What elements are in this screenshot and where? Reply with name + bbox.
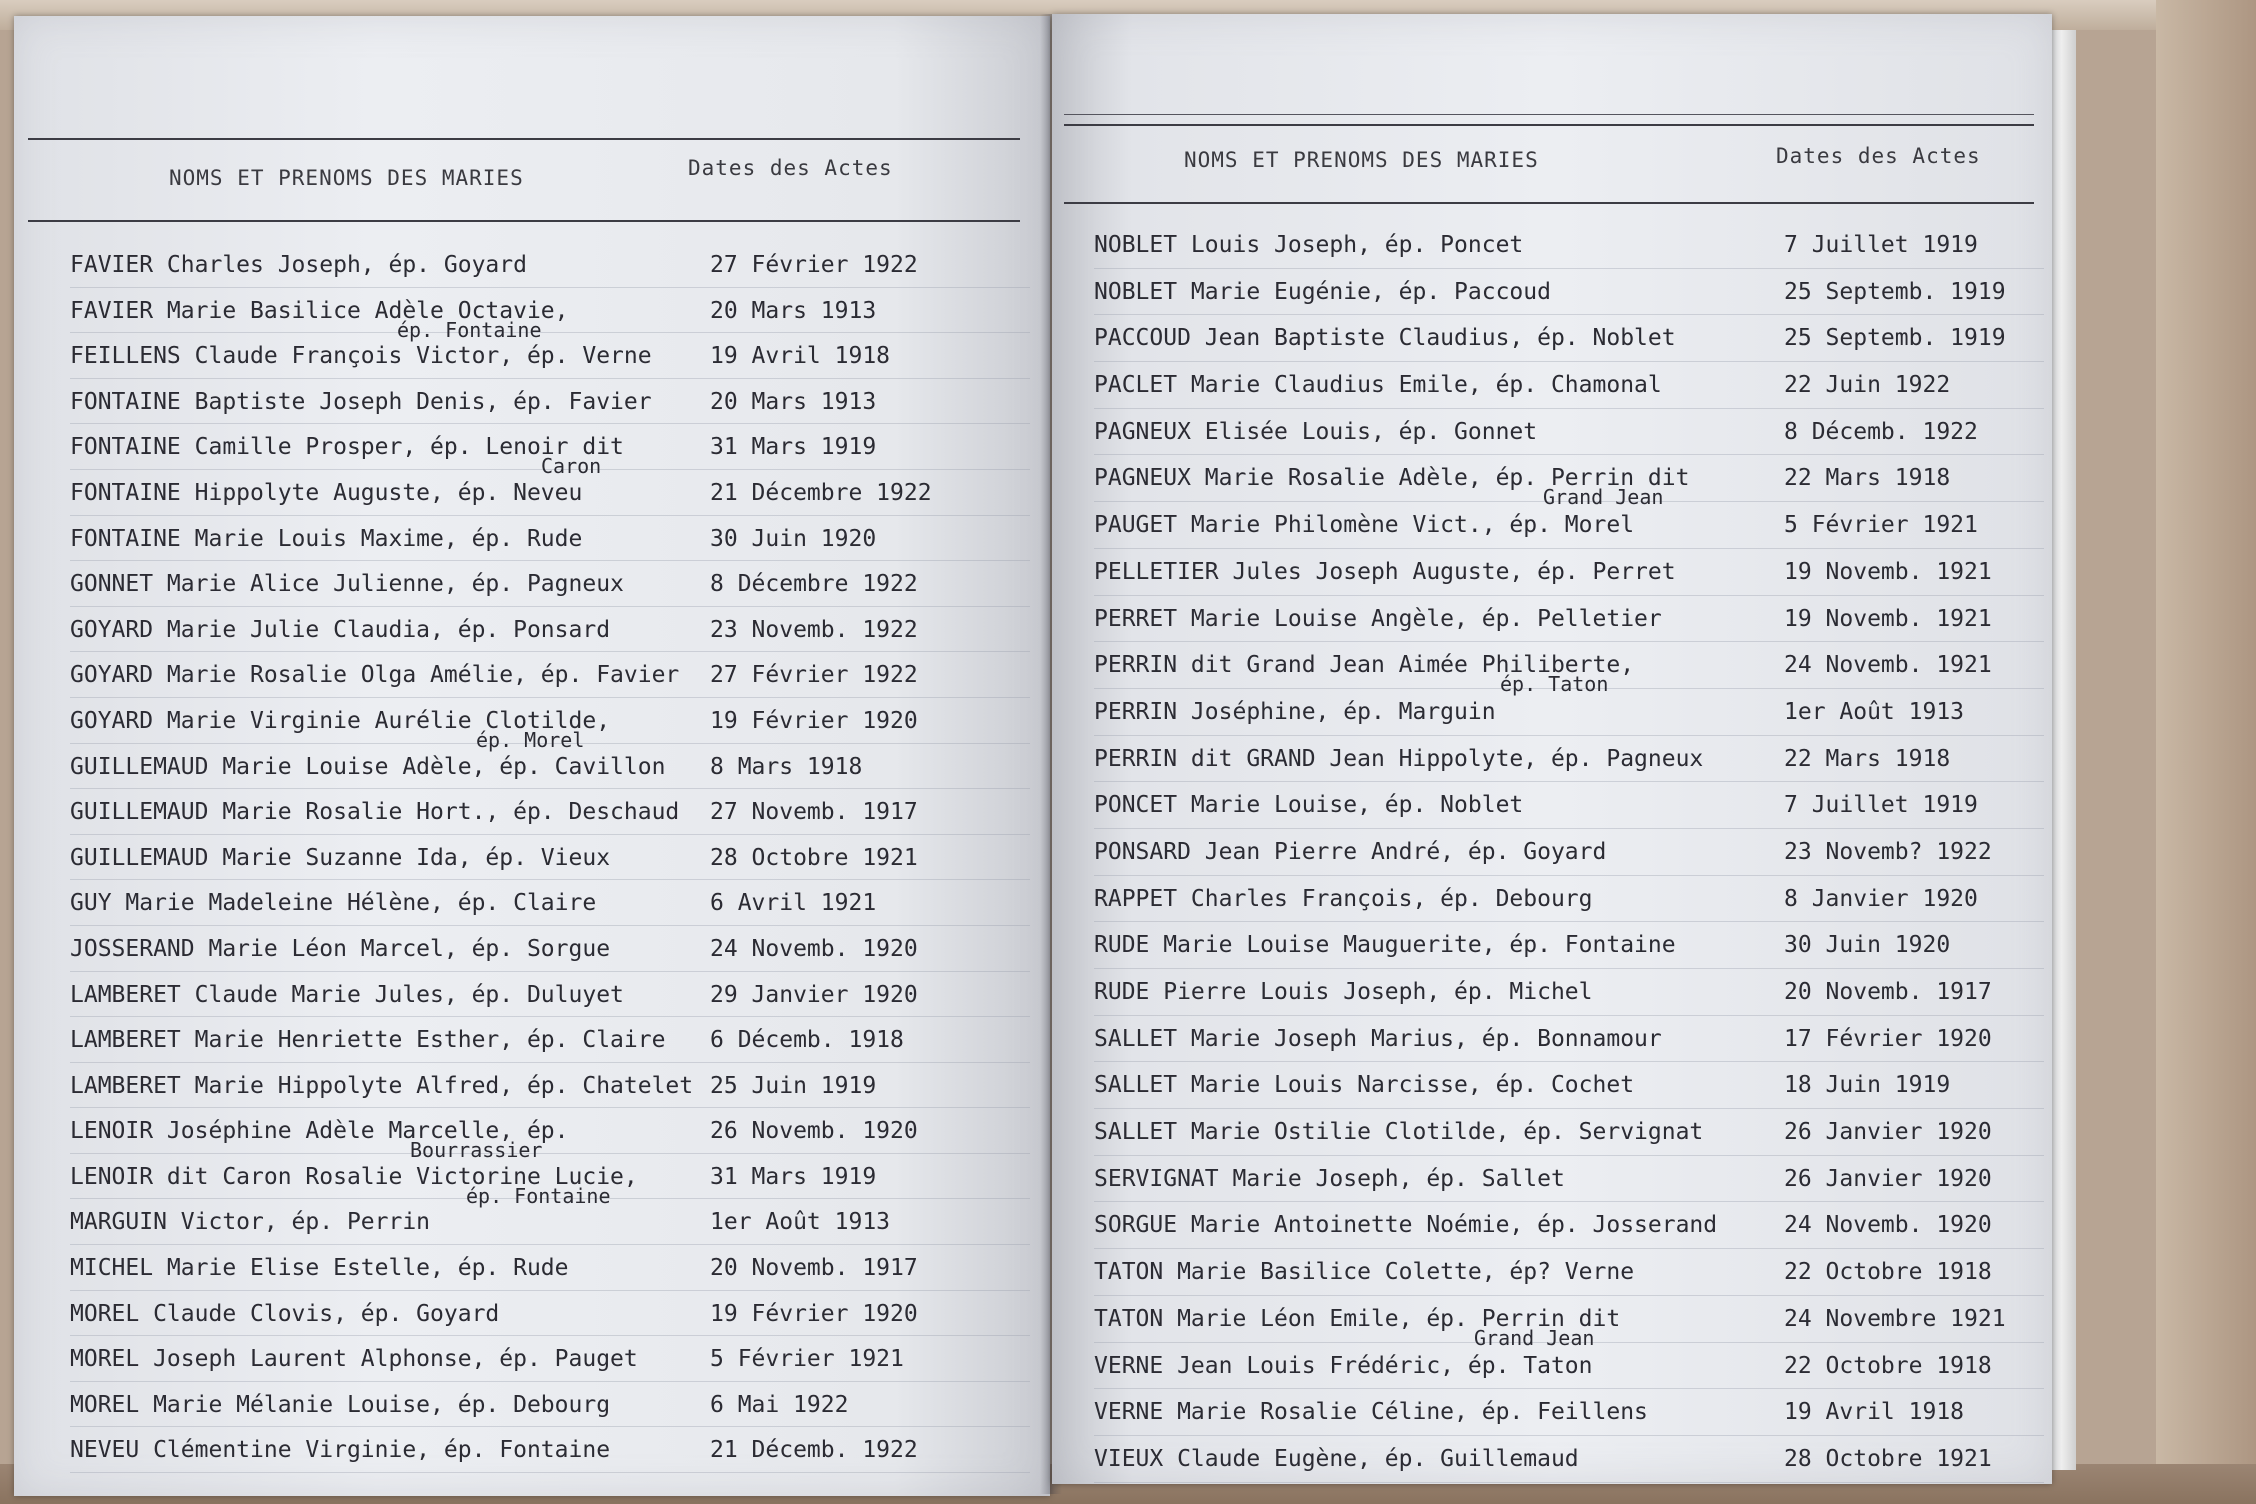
list-item: [70, 1108, 1030, 1163]
spouse-name: TATON Marie Basilice Colette, ép? Verne: [1094, 1259, 1635, 1286]
act-date: 20 Novemb. 1917: [1784, 979, 1992, 1005]
list-item: [70, 880, 1030, 926]
act-date: 7 Juillet 1919: [1784, 792, 1978, 819]
list-item: [70, 607, 1030, 653]
header-bottom-rule: [1064, 202, 2034, 204]
header-top-rule-thin: [1064, 114, 2034, 115]
spouse-name: GOYARD Marie Rosalie Olga Amélie, ép. Favier: [70, 662, 680, 689]
list-item: [1094, 596, 2044, 643]
header-top-rule: [28, 138, 1020, 140]
act-date: 25 Juin 1919: [710, 1072, 877, 1099]
name-continuation: Grand Jean: [1474, 1325, 1595, 1350]
list-item: [1094, 409, 2044, 456]
list-item: [1094, 1389, 2044, 1436]
spouse-name: FONTAINE Baptiste Joseph Denis, ép. Favier: [70, 388, 652, 415]
act-date: 19 Avril 1918: [710, 343, 891, 370]
list-item: [1094, 1202, 2044, 1249]
header-bottom-rule: [28, 220, 1020, 222]
spouse-name: PACCOUD Jean Baptiste Claudius, ép. Noblet: [1094, 325, 1676, 352]
spouse-name: MOREL Joseph Laurent Alphonse, ép. Pauget: [70, 1346, 638, 1373]
act-date: 20 Mars 1913: [710, 297, 877, 324]
list-item: [70, 1291, 1030, 1337]
act-date: 19 Février 1920: [710, 1300, 918, 1327]
list-item: [70, 972, 1030, 1018]
list-item: [70, 470, 1030, 516]
list-item: [1094, 829, 2044, 876]
act-date: 26 Novemb. 1920: [710, 1118, 918, 1145]
list-item: [1094, 782, 2044, 829]
list-item: [70, 1154, 1030, 1208]
act-date: 26 Janvier 1920: [1784, 1119, 1992, 1146]
spouse-name: LAMBERET Claude Marie Jules, ép. Duluyet: [70, 981, 624, 1008]
spouse-name: LENOIR Joséphine Adèle Marcelle, ép.: [70, 1118, 569, 1145]
spouse-name: SALLET Marie Ostilie Clotilde, ép. Servignat: [1094, 1119, 1704, 1146]
spouse-name: SALLET Marie Joseph Marius, ép. Bonnamour: [1094, 1025, 1662, 1052]
spouse-name: PONSARD Jean Pierre André, ép. Goyard: [1094, 838, 1607, 865]
spouse-name: FAVIER Marie Basilice Adèle Octavie,: [70, 297, 569, 324]
act-date: 27 Février 1922: [710, 252, 918, 278]
act-date: 19 Novemb. 1921: [1784, 558, 1992, 585]
act-date: 20 Novemb. 1917: [710, 1255, 918, 1282]
spouse-name: LAMBERET Marie Henriette Esther, ép. Claire: [70, 1027, 666, 1054]
spouse-name: VIEUX Claude Eugène, ép. Guillemaud: [1094, 1445, 1579, 1472]
spouse-name: FONTAINE Hippolyte Auguste, ép. Neveu: [70, 479, 583, 506]
act-date: 19 Avril 1918: [1784, 1399, 1965, 1426]
act-date: 22 Mars 1918: [1784, 745, 1951, 772]
spouse-name: PERRIN dit GRAND Jean Hippolyte, ép. Pagneux: [1094, 745, 1704, 772]
list-item: [1094, 1296, 2044, 1350]
act-date: 21 Décembre 1922: [710, 479, 932, 506]
act-date: 8 Mars 1918: [710, 753, 863, 780]
spouse-name: GUY Marie Madeleine Hélène, ép. Claire: [70, 890, 597, 917]
list-item: [70, 835, 1030, 881]
spouse-name: PAGNEUX Marie Rosalie Adèle, ép. Perrin dit: [1094, 465, 1690, 492]
header-top-rule: [1064, 124, 2034, 126]
act-date: 25 Septemb. 1919: [1784, 325, 2006, 352]
list-item: [1094, 315, 2044, 362]
list-item: [70, 561, 1030, 607]
name-continuation: Grand Jean: [1543, 485, 1664, 510]
spouse-name: SERVIGNAT Marie Joseph, ép. Sallet: [1094, 1165, 1565, 1192]
spouse-name: NEVEU Clémentine Virginie, ép. Fontaine: [70, 1437, 611, 1464]
list-item: [1094, 1016, 2044, 1063]
list-item: [1094, 1109, 2044, 1156]
act-date: 18 Juin 1919: [1784, 1072, 1951, 1099]
spouse-name: GOYARD Marie Julie Claudia, ép. Ponsard: [70, 616, 611, 643]
act-date: 24 Novemb. 1921: [1784, 652, 1992, 679]
act-date: 22 Mars 1918: [1784, 465, 1951, 492]
list-item: [70, 652, 1030, 698]
list-item: [1094, 269, 2044, 316]
list-item: [70, 789, 1030, 835]
list-item: [70, 333, 1030, 379]
list-item: [1094, 455, 2044, 510]
spouse-name: FEILLENS Claude François Victor, ép. Verne: [70, 343, 652, 370]
list-item: [1094, 1062, 2044, 1109]
list-item: [70, 379, 1030, 425]
spouse-name: NOBLET Marie Eugénie, ép. Paccoud: [1094, 278, 1551, 305]
act-date: 1er Août 1913: [710, 1209, 891, 1236]
spouse-name: FAVIER Charles Joseph, ép. Goyard: [70, 252, 527, 278]
act-date: 27 Février 1922: [710, 662, 918, 689]
spouse-name: PERRIN Joséphine, ép. Marguin: [1094, 698, 1496, 725]
list-item: [1094, 1156, 2044, 1203]
act-date: 26 Janvier 1920: [1784, 1165, 1992, 1192]
act-date: 5 Février 1921: [1784, 512, 1978, 539]
spouse-name: GONNET Marie Alice Julienne, ép. Pagneux: [70, 571, 624, 598]
name-continuation: Bourrassier: [410, 1138, 543, 1163]
name-continuation: ép. Morel: [476, 727, 585, 752]
spouse-name: VERNE Marie Rosalie Céline, ép. Feillens: [1094, 1399, 1648, 1426]
list-item: [70, 926, 1030, 972]
act-date: 6 Décemb. 1918: [710, 1027, 904, 1054]
act-date: 25 Septemb. 1919: [1784, 278, 2006, 305]
list-item: [1094, 642, 2044, 697]
list-item: [1094, 1343, 2044, 1390]
list-item: [70, 1245, 1030, 1291]
act-date: 7 Juillet 1919: [1784, 232, 1978, 258]
page-stack-edge: [2052, 30, 2076, 1470]
act-date: 8 Janvier 1920: [1784, 885, 1978, 912]
spouse-name: MOREL Claude Clovis, ép. Goyard: [70, 1300, 500, 1327]
act-date: 6 Avril 1921: [710, 890, 877, 917]
dates-column-header: Dates des Actes: [688, 156, 893, 180]
spouse-name: GUILLEMAUD Marie Suzanne Ida, ép. Vieux: [70, 844, 611, 871]
spouse-name: GUILLEMAUD Marie Louise Adèle, ép. Cavillon: [70, 753, 666, 780]
list-item: [1094, 736, 2044, 783]
list-item: [70, 242, 1030, 288]
act-date: 30 Juin 1920: [1784, 932, 1951, 959]
list-item: [70, 288, 1030, 342]
act-date: 24 Novembre 1921: [1784, 1305, 2006, 1332]
list-item: [1094, 876, 2044, 923]
list-item: [70, 1336, 1030, 1382]
list-item: [70, 1382, 1030, 1428]
spouse-name: PONCET Marie Louise, ép. Noblet: [1094, 792, 1524, 819]
right-entry-list: [1094, 222, 2044, 1483]
name-continuation: ép. Taton: [1500, 672, 1609, 697]
act-date: 21 Décemb. 1922: [710, 1437, 918, 1464]
act-date: 22 Octobre 1918: [1784, 1352, 1992, 1379]
spouse-name: LENOIR dit Caron Rosalie Victorine Lucie,: [70, 1163, 638, 1190]
right-page: [1052, 14, 2052, 1484]
list-item: [1094, 922, 2044, 969]
spouse-name: GOYARD Marie Virginie Aurélie Clotilde,: [70, 707, 611, 734]
list-item: [70, 1017, 1030, 1063]
name-continuation: ép. Fontaine: [397, 317, 542, 342]
left-entry-list: [70, 242, 1030, 1473]
spouse-name: JOSSERAND Marie Léon Marcel, ép. Sorgue: [70, 935, 611, 962]
list-item: [70, 1199, 1030, 1245]
list-item: [1094, 222, 2044, 269]
spouse-name: VERNE Jean Louis Frédéric, ép. Taton: [1094, 1352, 1593, 1379]
act-date: 23 Novemb? 1922: [1784, 838, 1992, 865]
act-date: 8 Décembre 1922: [710, 571, 918, 598]
act-date: 28 Octobre 1921: [710, 844, 918, 871]
spouse-name: LAMBERET Marie Hippolyte Alfred, ép. Chatelet: [70, 1072, 694, 1099]
table-surface-right: [2156, 0, 2256, 1504]
spouse-name: RUDE Marie Louise Mauguerite, ép. Fontaine: [1094, 932, 1676, 959]
spouse-name: PERRET Marie Louise Angèle, ép. Pelletier: [1094, 605, 1662, 632]
list-item: [1094, 969, 2044, 1016]
spouse-name: PAGNEUX Elisée Louis, ép. Gonnet: [1094, 418, 1538, 445]
act-date: 19 Février 1920: [710, 707, 918, 734]
act-date: 6 Mai 1922: [710, 1391, 849, 1418]
list-item: [1094, 1249, 2044, 1296]
dates-column-header: Dates des Actes: [1776, 144, 1981, 168]
list-item: [1094, 689, 2044, 736]
spouse-name: PERRIN dit Grand Jean Aimée Philiberte,: [1094, 652, 1635, 679]
list-item: [1094, 549, 2044, 596]
list-item: [70, 1063, 1030, 1109]
spouse-name: GUILLEMAUD Marie Rosalie Hort., ép. Deschaud: [70, 799, 680, 826]
list-item: [70, 424, 1030, 479]
left-page: [14, 16, 1050, 1496]
act-date: 27 Novemb. 1917: [710, 799, 918, 826]
act-date: 8 Décemb. 1922: [1784, 418, 1978, 445]
act-date: 5 Février 1921: [710, 1346, 904, 1373]
spouse-name: PACLET Marie Claudius Emile, ép. Chamonal: [1094, 372, 1662, 399]
act-date: 30 Juin 1920: [710, 525, 877, 552]
spouse-name: RAPPET Charles François, ép. Debourg: [1094, 885, 1593, 912]
spouse-name: FONTAINE Marie Louis Maxime, ép. Rude: [70, 525, 583, 552]
spouse-name: SORGUE Marie Antoinette Noémie, ép. Josserand: [1094, 1212, 1718, 1239]
spouse-name: MARGUIN Victor, ép. Perrin: [70, 1209, 431, 1236]
spouse-name: RUDE Pierre Louis Joseph, ép. Michel: [1094, 979, 1593, 1005]
list-item: [70, 698, 1030, 752]
spouse-name: PAUGET Marie Philomène Vict., ép. Morel: [1094, 512, 1635, 539]
list-item: [1094, 502, 2044, 549]
act-date: 31 Mars 1919: [710, 1163, 877, 1190]
names-column-header: NOMS ET PRENOMS DES MARIES: [1184, 148, 1539, 172]
list-item: [1094, 1436, 2044, 1483]
list-item: [70, 1427, 1030, 1473]
list-item: [70, 744, 1030, 790]
spouse-name: NOBLET Louis Joseph, ép. Poncet: [1094, 232, 1524, 258]
act-date: 29 Janvier 1920: [710, 981, 918, 1008]
spouse-name: SALLET Marie Louis Narcisse, ép. Cochet: [1094, 1072, 1635, 1099]
act-date: 1er Août 1913: [1784, 698, 1965, 725]
list-item: [70, 516, 1030, 562]
act-date: 28 Octobre 1921: [1784, 1445, 1992, 1472]
act-date: 24 Novemb. 1920: [1784, 1212, 1992, 1239]
act-date: 17 Février 1920: [1784, 1025, 1992, 1052]
act-date: 20 Mars 1913: [710, 388, 877, 415]
spouse-name: TATON Marie Léon Emile, ép. Perrin dit: [1094, 1305, 1621, 1332]
list-item: [1094, 362, 2044, 409]
spouse-name: MICHEL Marie Elise Estelle, ép. Rude: [70, 1255, 569, 1282]
act-date: 31 Mars 1919: [710, 434, 877, 461]
act-date: 22 Juin 1922: [1784, 372, 1951, 399]
names-column-header: NOMS ET PRENOMS DES MARIES: [169, 166, 524, 190]
name-continuation: ép. Fontaine: [466, 1183, 611, 1208]
act-date: 22 Octobre 1918: [1784, 1259, 1992, 1286]
act-date: 24 Novemb. 1920: [710, 935, 918, 962]
name-continuation: Caron: [541, 454, 602, 479]
act-date: 19 Novemb. 1921: [1784, 605, 1992, 632]
spouse-name: FONTAINE Camille Prosper, ép. Lenoir dit: [70, 434, 624, 461]
spouse-name: PELLETIER Jules Joseph Auguste, ép. Perret: [1094, 558, 1676, 585]
spouse-name: MOREL Marie Mélanie Louise, ép. Debourg: [70, 1391, 611, 1418]
act-date: 23 Novemb. 1922: [710, 616, 918, 643]
